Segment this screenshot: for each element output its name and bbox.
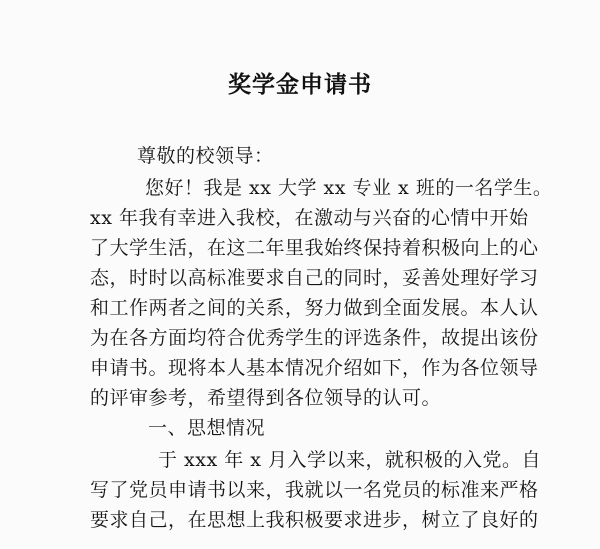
paragraph-2-line: 于 xxx 年 x 月入学以来，就积极的入党。自 bbox=[158, 449, 542, 471]
paragraph-1-line: 申请书。现将本人基本情况介绍如下，作为各位领导 bbox=[90, 357, 539, 379]
paragraph-1-line: xx 年我有幸进入我校，在激动与兴奋的心情中开始 bbox=[90, 207, 529, 229]
salutation: 尊敬的校领导： bbox=[137, 145, 274, 167]
document-title: 奖学金申请书 bbox=[228, 72, 372, 98]
paragraph-1-line: 和工作两者之间的关系，努力做到全面发展。本人认 bbox=[90, 297, 539, 319]
paragraph-1-line: 了大学生活，在这二年里我始终保持着积极向上的心 bbox=[90, 237, 539, 259]
paragraph-1-line: 态，时时以高标准要求自己的同时，妥善处理好学习 bbox=[90, 267, 539, 289]
paragraph-2-line: 写了党员申请书以来，我就以一名党员的标准来严格 bbox=[90, 479, 539, 501]
section-heading: 一、思想情况 bbox=[148, 417, 266, 439]
paragraph-1-line: 您好！我是 xx 大学 xx 专业 x 班的一名学生。 bbox=[145, 177, 553, 199]
paragraph-2-line: 要求自己，在思想上我积极要求进步，树立了良好的 bbox=[90, 509, 539, 531]
paragraph-1-line: 的评审参考，希望得到各位领导的认可。 bbox=[90, 387, 442, 409]
paragraph-1-line: 为在各方面均符合优秀学生的评选条件，故提出该份 bbox=[90, 327, 539, 349]
